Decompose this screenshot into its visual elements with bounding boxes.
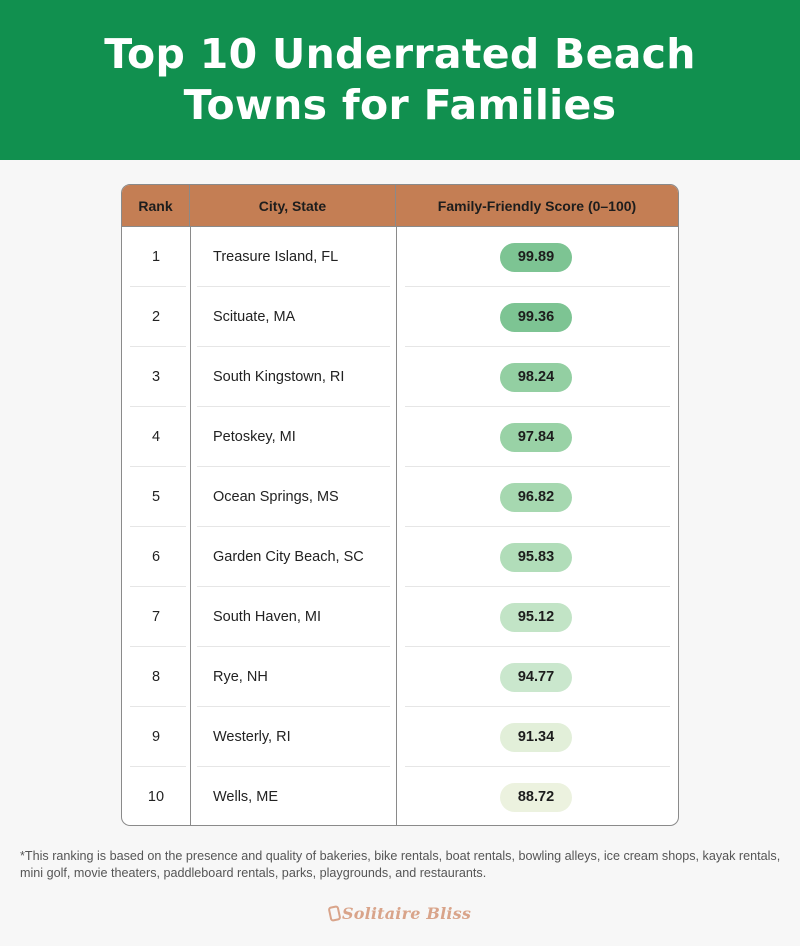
score-badge: 96.82 [500,483,572,512]
table-row [122,767,678,826]
score-cell [396,527,678,587]
column-header-rank: Rank [122,185,190,227]
table-row [122,407,678,467]
city-cell: South Haven, MI [213,609,321,625]
column-header-city: City, State [190,185,396,227]
table-header [122,185,678,227]
score-cell [396,587,678,647]
table-row [122,347,678,407]
rank-cell: 6 [151,549,161,565]
score-cell [396,767,678,826]
city-cell: South Kingstown, RI [213,369,345,385]
playing-card-icon [328,905,342,922]
city-cell: Ocean Springs, MS [213,489,339,505]
city-cell: Rye, NH [213,669,268,685]
city-cell: Garden City Beach, SC [213,549,364,565]
rank-cell: 9 [151,729,161,745]
table-row [122,527,678,587]
score-cell [396,227,678,287]
table-row [122,227,678,287]
score-cell [396,287,678,347]
city-cell: Westerly, RI [213,729,291,745]
score-badge: 95.12 [500,603,572,632]
column-header-score: Family-Friendly Score (0–100) [437,198,637,214]
score-badge: 88.72 [500,783,572,812]
score-badge: 94.77 [500,663,572,692]
rank-cell: 7 [151,609,161,625]
table-row [122,707,678,767]
rank-cell: 8 [151,669,161,685]
title-banner [0,0,800,160]
rank-cell: 4 [151,429,161,445]
table-row [122,587,678,647]
city-cell: Wells, ME [213,789,278,805]
score-badge: 97.84 [500,423,572,452]
ranking-table [121,184,679,826]
city-cell: Petoskey, MI [213,429,296,445]
score-cell [396,407,678,467]
score-badge: 95.83 [500,543,572,572]
table-body [122,227,678,826]
score-badge: 98.24 [500,363,572,392]
brand-logo [0,898,800,928]
score-cell [396,347,678,407]
rank-cell: 10 [147,789,165,805]
rank-cell: 2 [151,309,161,325]
score-cell [396,467,678,527]
score-cell [396,647,678,707]
logo-text: Solitaire Bliss [341,903,472,923]
score-badge: 99.89 [500,243,572,272]
score-badge: 99.36 [500,303,572,332]
city-cell: Scituate, MA [213,309,296,325]
city-cell: Treasure Island, FL [213,249,339,265]
footnote: *This ranking is based on the presence and quality of bakeries, bike rentals, boat rentals, bowling alleys, ice cream shops, kayak rentals, mini golf, movie theaters, paddleboard rentals, parks, playgrounds, and restaurants. [20,849,781,880]
table-row [122,647,678,707]
table-row [122,467,678,527]
score-cell [396,707,678,767]
score-badge: 91.34 [500,723,572,752]
rank-cell: 5 [151,489,161,505]
rank-cell: 1 [151,249,161,265]
table-row [122,287,678,347]
rank-cell: 3 [151,369,161,385]
page-title: Top 10 Underrated Beach Towns for Families [104,30,696,129]
